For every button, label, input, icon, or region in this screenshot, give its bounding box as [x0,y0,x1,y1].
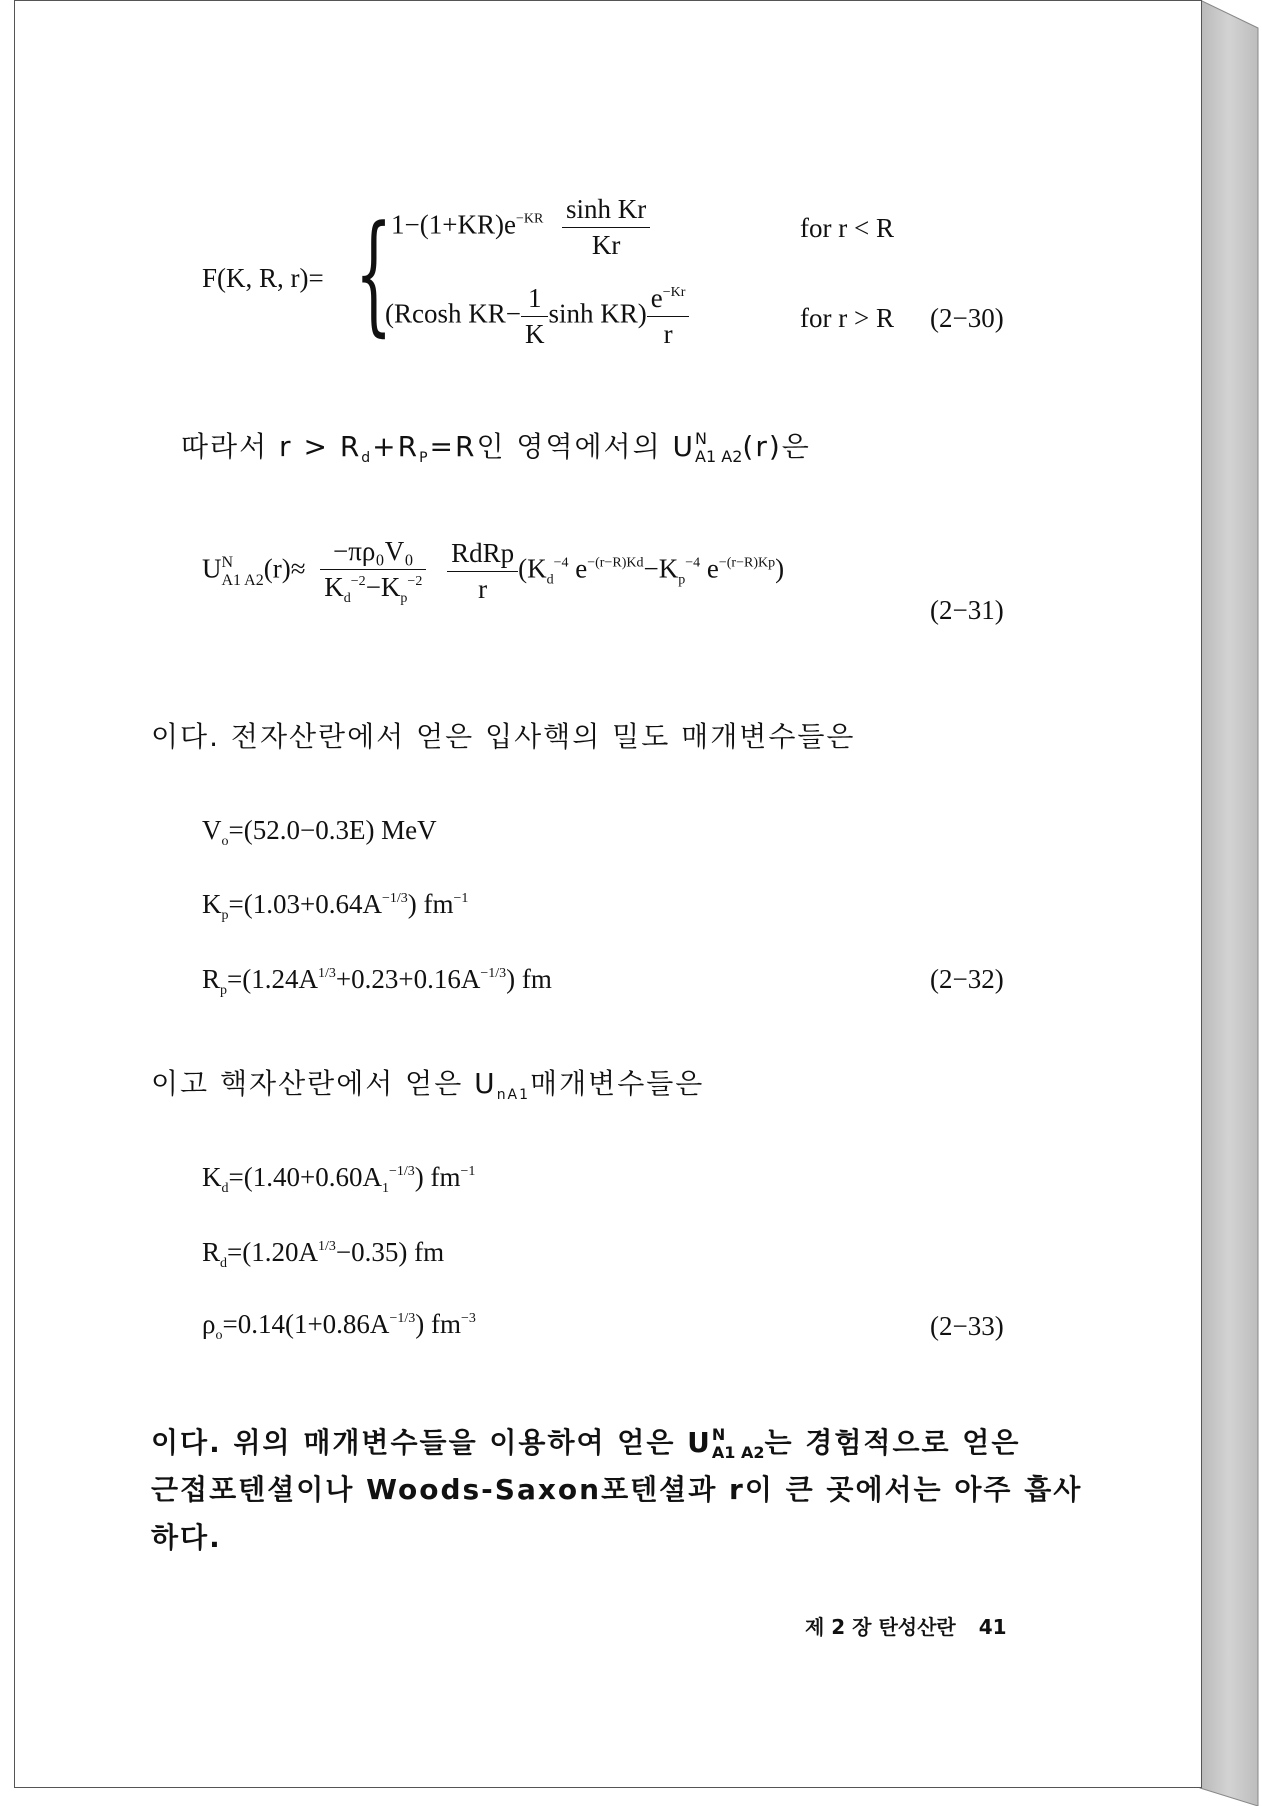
eq-2-30-case2: (Rcosh KR− $\frac{1}{K}$ sinh KR) $\frac{e^{-Kr}}{r}$ [385,283,689,350]
final-line-2: 근접포텐셜이나 Woods-Saxon포텐셜과 r이 큰 곳에서는 아주 흡사 [151,1473,1083,1506]
eq-number-2-33: (2−33) [930,1311,1004,1341]
density-paragraph: 이다. 전자산란에서 얻은 입사핵의 밀도 매개변수들은 [151,720,856,753]
eq-2-30-case2-condition: for r > R [800,303,894,333]
eq-kd: $K_d=(1.40+0.60A_1^{-1/3})$ $fm^{-1}$ [202,1162,476,1196]
eq-2-30-case1-condition: for r < R [800,213,894,243]
eq-2-31-body: U N A1 A2 (r)≈ $\frac{\text{−πρ₀V₀}}{K_d^{-2}-K_p^{-2}}$ $\frac{\text{RdRp}}{r}$ ($K_d^{-4}$ $e^{-(r-R)Kd}-K_p^{-4}$ $e^{-(r-R)Kp}$) [202,536,785,606]
eq-v0: $V_o=(52.0-0.3E)$ MeV [202,815,437,849]
eq-2-30-case1: $1-(1+KR)e^{-KR}$ $\frac{\text{sinh Kr}}{Kr}$ [391,194,650,261]
eq-rp: $R_p=(1.24A^{1/3}+0.23+0.16A^{-1/3})$ fm [202,964,552,998]
nucleon-paragraph: 이고 핵자산란에서 얻은 $U_{nA1}$매개변수들은 [151,1067,705,1103]
eq-kp: $K_p=(1.03+0.64A^{-1/3})$ $fm^{-1}$ [202,889,469,923]
eq-number-2-31: (2−31) [930,595,1004,625]
eq-2-30-lhs: F(K, R, r)= [202,263,324,293]
eq-rd: $R_d=(1.20A^{1/3}-0.35)$ fm [202,1237,445,1271]
final-line-1: 이다. 위의 매개변수들을 이용하여 얻은 U N A1 A2 는 경험적으로 얻은 [151,1425,1021,1462]
eq-rho: $\rho_o=0.14(1+0.86A^{-1/3})$ $fm^{-3}$ [202,1309,476,1343]
page-number: 41 [978,1615,1007,1639]
left-brace: { [355,197,393,349]
page [14,0,1202,1788]
region-sentence: 따라서 $r > R_d+R_P=R$인 영역에서의 U N A1 A2 (r)은 [181,429,811,466]
eq-number-2-30: (2−30) [930,303,1004,333]
final-line-3: 하다. [151,1521,222,1554]
eq-number-2-32: (2−32) [930,964,1004,994]
chapter-title: 제 2 장 탄성산란 [805,1615,956,1639]
page-footer [805,1611,1007,1640]
